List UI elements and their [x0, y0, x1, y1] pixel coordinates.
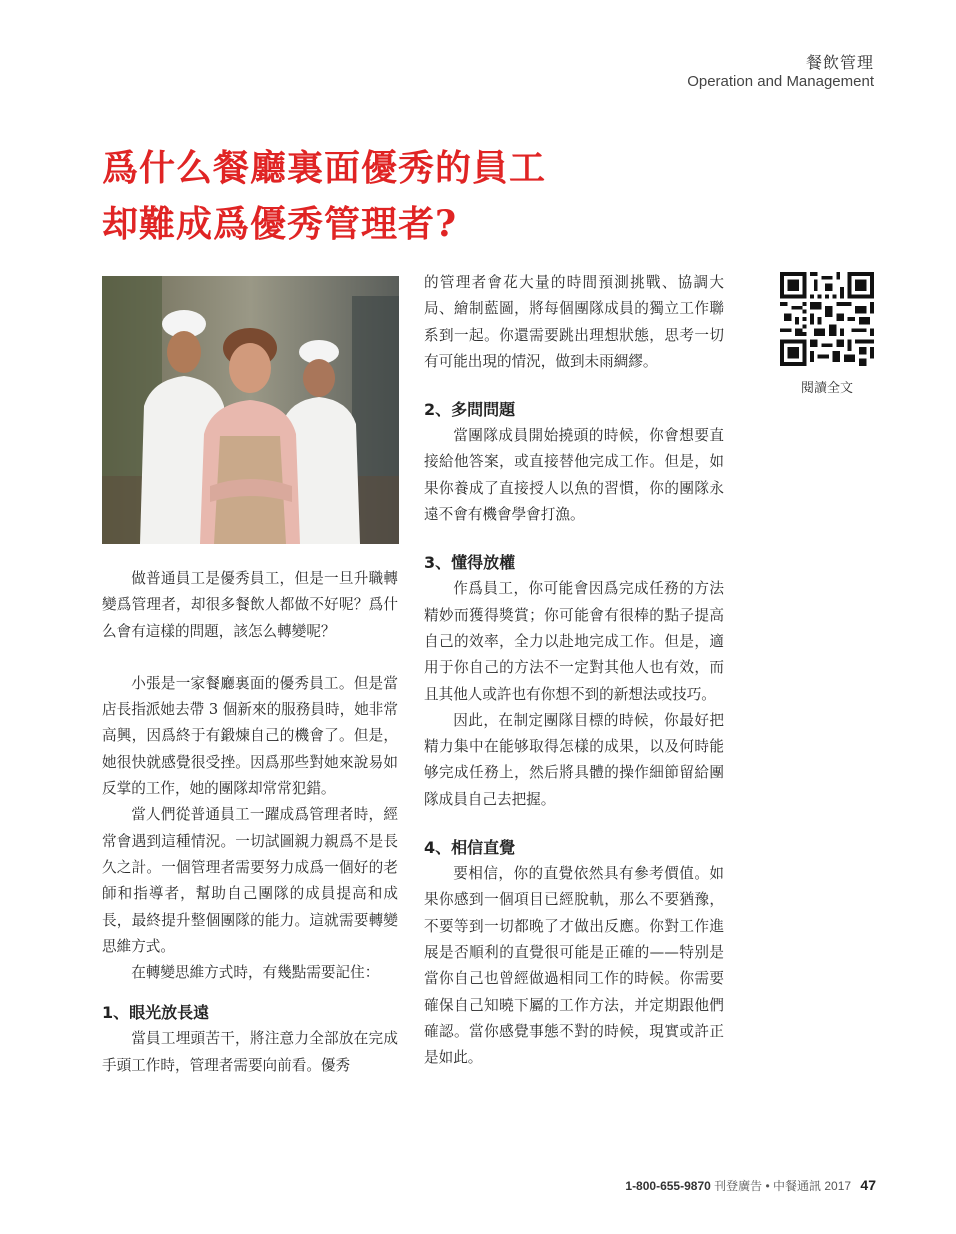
- section-category-english: Operation and Management: [687, 73, 874, 90]
- section-heading-4: 4、相信直覺: [424, 838, 516, 858]
- section-4-paragraph: 要相信，你的直覺依然具有參考價值。如果你感到一個項目已經脫軌，那么不要猶豫，不要等到一切都晚了才做出反應。你對工作進展是否順利的直覺很可能是正確的——特别是當你自己也曾經做過相同工作的時候。你需要確保自己知曉下屬的工作方法，并定期跟他們確認。當你感覺事態不對的時候，現實或許正是如此。: [424, 865, 724, 1067]
- left-column: [102, 566, 398, 1079]
- footer-separator: •: [765, 1179, 770, 1193]
- qr-code[interactable]: [780, 272, 874, 366]
- page-number: 47: [860, 1177, 876, 1193]
- body-paragraph: 在轉變思維方式時，有幾點需要記住：: [131, 964, 380, 982]
- section-3-paragraph: 因此，在制定團隊目標的時候，你最好把精力集中在能够取得怎樣的成果，以及何時能够完成任務上，然后將具體的操作細節留給團隊成員自己去把握。: [424, 711, 724, 808]
- section-1-continued: 的管理者會花大量的時間預測挑戰、協調大局、繪制藍圖，將每個團隊成員的獨立工作聯系到一起。你還需要跳出理想狀態，思考一切有可能出現的情況，做到未雨綢繆。: [424, 274, 724, 370]
- story-paragraph: 小張是一家餐廳裏面的優秀員工。但是當店長指派她去帶 3 個新來的服務員時，她非常高興，因爲終于有鍛煉自己的機會了。但是，她很快就感覺很受挫。因爲那些對她來說易如反掌的工作，她的團隊却常常犯錯。: [102, 674, 398, 798]
- section-category: 餐飲管理: [805, 53, 874, 72]
- publication-name: 中餐通訊 2017: [773, 1179, 852, 1193]
- section-heading-3: 3、懂得放權: [424, 553, 516, 573]
- article-title: [102, 140, 546, 252]
- right-column: [424, 270, 724, 1071]
- title-line-2: 却難成爲優秀管理者?: [102, 203, 458, 245]
- section-1-paragraph: 當員工埋頭苦干，將注意力全部放在完成手頭工作時，管理者需要向前看。優秀: [102, 1030, 398, 1074]
- page-footer: [625, 1177, 876, 1194]
- qr-caption: 閱讀全文: [800, 381, 853, 396]
- chefs-photo: [102, 276, 399, 544]
- section-2-paragraph: 當團隊成員開始撓頭的時候，你會想要直接給他答案，或直接替他完成工作。但是，如果你養成了直接授人以魚的習慣，你的團隊永遠不會有機會學會打漁。: [424, 427, 724, 524]
- ad-phone: 1-800-655-9870: [625, 1179, 711, 1193]
- section-3-paragraph: 作爲員工，你可能會因爲完成任務的方法精妙而獲得獎賞；你可能會有很棒的點子提高自己的效率，全力以赴地完成工作。但是，適用于你自己的方法不一定對其他人也有效，而且其他人或許也有你想不到的新想法或技巧。: [424, 580, 724, 703]
- ad-label: 刊登廣告: [714, 1179, 763, 1193]
- body-paragraph: 當人們從普通員工一躍成爲管理者時，經常會遇到這種情況。一切試圖親力親爲不是長久之計。一個管理者需要努力成爲一個好的老師和指導者，幫助自己團隊的成員提高和成長，最終提升整個團隊的能力。這就需要轉變思維方式。: [102, 806, 398, 955]
- intro-paragraph: 做普通員工是優秀員工，但是一旦升職轉變爲管理者，却很多餐飲人都做不好呢？爲什么會有這樣的問題，該怎么轉變呢？: [102, 570, 398, 640]
- title-line-1: 爲什么餐廳裏面優秀的員工: [102, 147, 547, 189]
- section-heading-1: 1、眼光放長遠: [102, 1003, 210, 1023]
- section-heading-2: 2、多問問題: [424, 400, 516, 420]
